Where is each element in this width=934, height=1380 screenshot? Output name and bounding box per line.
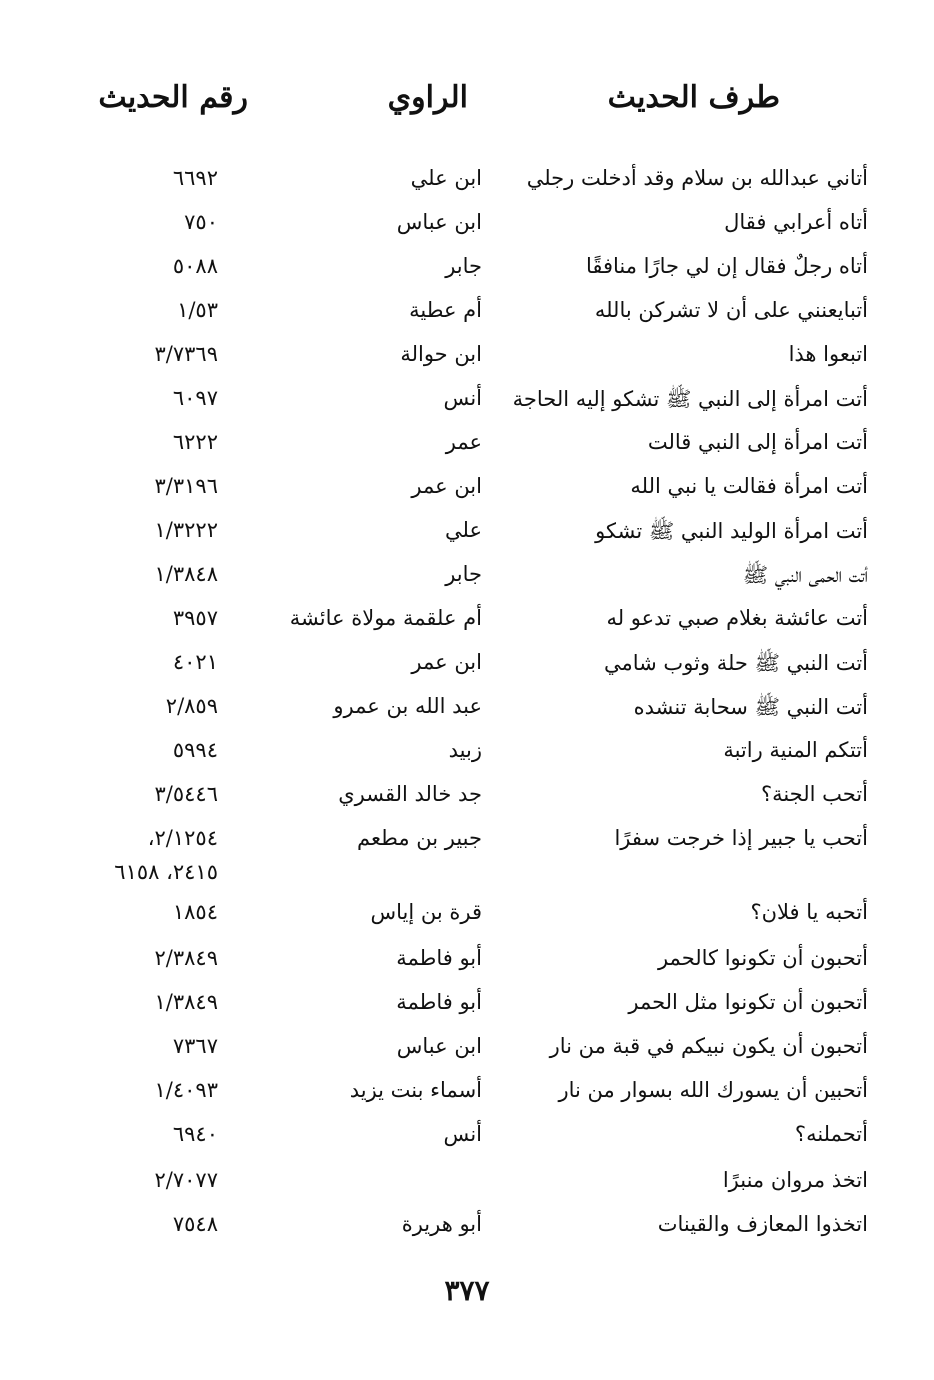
hadith-number-cell-continued: ٢٤١٥، ٦١٥٨ <box>114 860 218 884</box>
hadith-opening-cell: أتاه رجلٌ فقال إن لي جارًا منافقًا <box>585 254 868 278</box>
header-hadith-opening: طرف الحديث <box>607 80 780 115</box>
table-row <box>0 738 934 778</box>
hadith-number-cell: ٦٩٤٠ <box>172 1122 218 1146</box>
table-row <box>0 430 934 470</box>
hadith-opening-cell: أتحب الجنة؟ <box>760 782 868 806</box>
table-row <box>0 694 934 734</box>
table-row <box>0 1034 934 1074</box>
narrator-cell: ابن عمر <box>411 650 482 674</box>
hadith-opening-cell: اتبعوا هذا <box>788 342 868 366</box>
narrator-cell: أم علقمة مولاة عائشة <box>289 606 482 630</box>
hadith-opening-cell: أتت الحمى النبي ﷺ <box>742 563 868 587</box>
header-hadith-number: رقم الحديث <box>98 80 248 115</box>
hadith-opening-cell: أتت امرأة الوليد النبي ﷺ تشكو <box>595 519 868 543</box>
hadith-opening-cell: أتحبون أن تكونوا كالحمر <box>657 946 868 970</box>
narrator-cell: جابر <box>445 562 482 586</box>
narrator-cell: أنس <box>443 1122 482 1146</box>
hadith-opening-cell: أتحب يا جبير إذا خرجت سفرًا <box>614 826 868 850</box>
narrator-cell: ابن علي <box>410 166 482 190</box>
hadith-opening-cell: أتاه أعرابي فقال <box>724 210 868 234</box>
narrator-cell: أنس <box>443 386 482 410</box>
narrator-cell: أبو فاطمة <box>396 990 482 1014</box>
hadith-opening-cell: أتت امرأة إلى النبي قالت <box>647 430 868 454</box>
table-row <box>0 826 934 884</box>
table-row <box>0 562 934 602</box>
narrator-cell: قرة بن إياس <box>370 900 482 924</box>
narrator-cell: جبير بن مطعم <box>356 826 482 850</box>
hadith-number-cell: ٣/٧٣٦٩ <box>154 342 218 366</box>
hadith-number-cell: ٢/٨٥٩ <box>165 694 218 718</box>
narrator-cell: ابن عمر <box>411 474 482 498</box>
hadith-number-cell: ٦٦٩٢ <box>172 166 218 190</box>
narrator-cell: جد خالد القسري <box>338 782 482 806</box>
hadith-number-cell: ١/٣٨٤٨ <box>154 562 218 586</box>
hadith-number-cell: ١/٥٣ <box>177 298 218 322</box>
hadith-opening-cell: أتحبون أن يكون نبيكم في قبة من نار <box>549 1034 868 1058</box>
hadith-number-cell: ٥٩٩٤ <box>172 738 218 762</box>
narrator-cell: عمر <box>445 430 482 454</box>
hadith-number-cell: ٧٥٠ <box>184 210 218 234</box>
page-number: ٣٧٧ <box>444 1274 490 1307</box>
table-row <box>0 1212 934 1252</box>
table-row <box>0 342 934 382</box>
hadith-opening-cell: أتت النبي ﷺ حلة وثوب شامي <box>604 651 868 675</box>
hadith-opening-cell: أتتكم المنية راتبة <box>723 738 868 762</box>
narrator-cell: أبو فاطمة <box>396 946 482 970</box>
table-row <box>0 990 934 1030</box>
hadith-number-cell: ١٨٥٤ <box>172 900 218 924</box>
table-row <box>0 1078 934 1118</box>
hadith-opening-cell: أتبايعنني على أن لا تشركن بالله <box>594 298 868 322</box>
hadith-number-cell: ٢/٧٠٧٧ <box>154 1168 218 1192</box>
hadith-number-cell: ١/٤٠٩٣ <box>154 1078 218 1102</box>
table-row <box>0 298 934 338</box>
table-row <box>0 900 934 940</box>
table-row <box>0 1122 934 1162</box>
hadith-opening-cell: أتحبين أن يسورك الله بسوار من نار <box>558 1078 868 1102</box>
narrator-cell: أم عطية <box>409 298 482 322</box>
hadith-number-cell: ٢/١٢٥٤، <box>147 826 218 850</box>
hadith-opening-cell: أتت عائشة بغلام صبي تدعو له <box>606 606 868 630</box>
hadith-opening-cell: أتت النبي ﷺ سحابة تنشده <box>633 695 868 719</box>
hadith-opening-cell: اتخذوا المعازف والقينات <box>657 1212 868 1236</box>
hadith-number-cell: ٧٥٤٨ <box>172 1212 218 1236</box>
table-row <box>0 1168 934 1208</box>
hadith-number-cell: ٥٠٨٨ <box>172 254 218 278</box>
narrator-cell: أبو هريرة <box>401 1212 482 1236</box>
table-row <box>0 650 934 690</box>
table-row <box>0 518 934 558</box>
hadith-opening-cell: اتخذ مروان منبرًا <box>722 1168 868 1192</box>
hadith-number-cell: ٦٠٩٧ <box>172 386 218 410</box>
narrator-cell: جابر <box>445 254 482 278</box>
header-narrator: الراوي <box>387 80 468 115</box>
hadith-opening-cell: أتحملنه؟ <box>794 1122 868 1146</box>
hadith-number-cell: ٢/٣٨٤٩ <box>154 946 218 970</box>
table-row <box>0 166 934 206</box>
hadith-number-cell: ٣/٥٤٤٦ <box>154 782 218 806</box>
hadith-number-cell: ٧٣٦٧ <box>172 1034 218 1058</box>
narrator-cell: زبيد <box>448 738 482 762</box>
narrator-cell: ابن حوالة <box>400 342 482 366</box>
hadith-number-cell: ٤٠٢١ <box>172 650 218 674</box>
narrator-cell: عبد الله بن عمرو <box>333 694 482 718</box>
hadith-opening-cell: أتحبه يا فلان؟ <box>750 900 868 924</box>
table-row <box>0 254 934 294</box>
hadith-number-cell: ١/٣٢٢٢ <box>154 518 218 542</box>
narrator-cell: ابن عباس <box>396 210 482 234</box>
hadith-number-cell: ٣/٣١٩٦ <box>154 474 218 498</box>
table-row <box>0 474 934 514</box>
hadith-number-cell: ١/٣٨٤٩ <box>154 990 218 1014</box>
table-row <box>0 946 934 986</box>
narrator-cell: علي <box>445 518 482 542</box>
table-row <box>0 782 934 822</box>
hadith-opening-cell: أتاني عبدالله بن سلام وقد أدخلت رجلي <box>526 166 868 190</box>
hadith-number-cell: ٦٢٢٢ <box>172 430 218 454</box>
table-row <box>0 210 934 250</box>
hadith-opening-cell: أتت امرأة إلى النبي ﷺ تشكو إليه الحاجة <box>512 387 868 411</box>
table-row <box>0 386 934 426</box>
hadith-number-cell: ٣٩٥٧ <box>172 606 218 630</box>
narrator-cell: أسماء بنت يزيد <box>349 1078 482 1102</box>
hadith-opening-cell: أتحبون أن تكونوا مثل الحمر <box>628 990 868 1014</box>
hadith-opening-cell: أتت امرأة فقالت يا نبي الله <box>630 474 868 498</box>
table-row <box>0 606 934 646</box>
narrator-cell: ابن عباس <box>396 1034 482 1058</box>
